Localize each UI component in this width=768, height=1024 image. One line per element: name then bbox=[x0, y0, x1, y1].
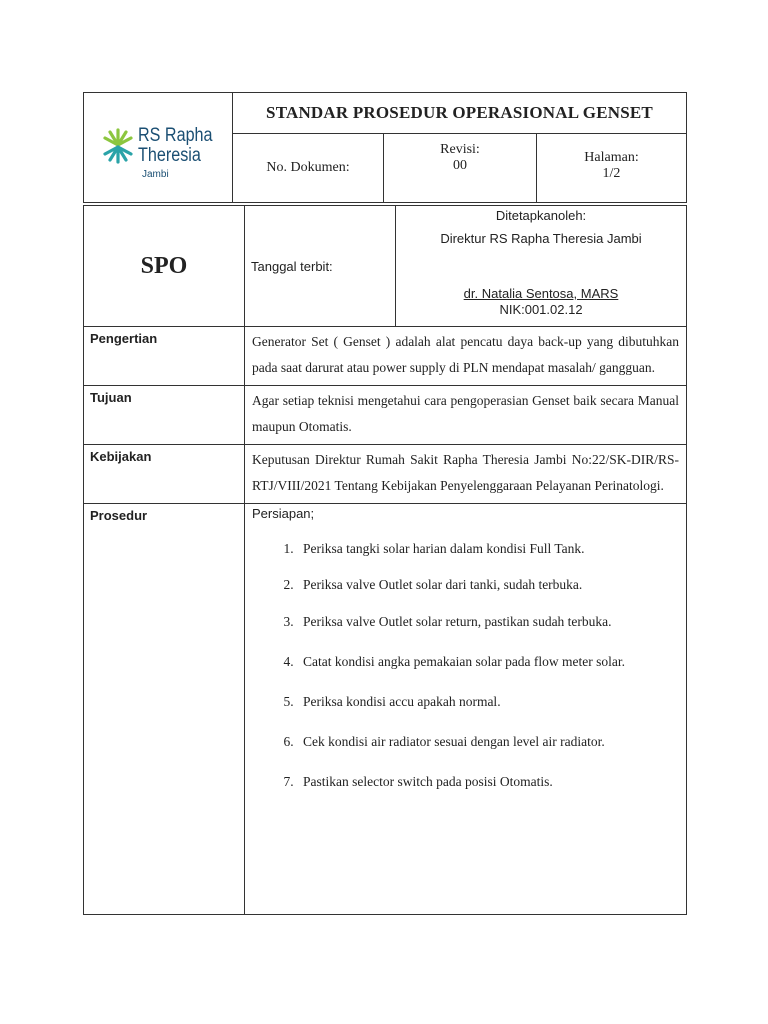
hospital-logo bbox=[98, 112, 213, 184]
list-item: 5. Periksa kondisi accu apakah normal. bbox=[297, 694, 679, 710]
spo-label: SPO bbox=[84, 206, 245, 327]
revisi-cell bbox=[384, 134, 537, 203]
spo-content-table bbox=[83, 205, 687, 915]
kebijakan-label: Kebijakan bbox=[84, 445, 245, 504]
kebijakan-row bbox=[84, 445, 687, 504]
logo-city: Jambi bbox=[142, 168, 169, 180]
list-item: 1. Periksa tangki solar harian dalam kondisi Full Tank. bbox=[297, 541, 679, 557]
list-item: 7. Pastikan selector switch pada posisi Otomatis. bbox=[297, 774, 679, 790]
signatory-nik: NIK:001.02.12 bbox=[499, 302, 583, 317]
document-title: STANDAR PROSEDUR OPERASIONAL GENSET bbox=[233, 93, 687, 134]
revisi-value: 00 bbox=[453, 158, 467, 173]
prosedur-steps bbox=[252, 541, 679, 790]
tujuan-label: Tujuan bbox=[84, 386, 245, 445]
logo-name-line2: Theresia bbox=[138, 144, 201, 166]
prosedur-label: Prosedur bbox=[84, 504, 245, 915]
prosedur-intro: Persiapan; bbox=[252, 506, 315, 521]
no-dokumen-label: No. Dokumen: bbox=[266, 160, 350, 175]
starburst-logo-icon bbox=[102, 128, 134, 164]
halaman-cell bbox=[537, 134, 687, 203]
ditetapkan-cell bbox=[396, 206, 687, 327]
revisi-label: Revisi: bbox=[440, 142, 480, 157]
list-item: 3. Periksa valve Outlet solar return, pastikan sudah terbuka. bbox=[297, 614, 679, 630]
logo-name-line1: RS Rapha bbox=[138, 124, 213, 146]
tujuan-row bbox=[84, 386, 687, 445]
tanggal-terbit-cell bbox=[245, 206, 396, 327]
document-header-table bbox=[83, 92, 687, 203]
prosedur-content bbox=[245, 504, 687, 915]
tanggal-terbit-label: Tanggal terbit: bbox=[251, 258, 333, 274]
logo-cell bbox=[84, 93, 233, 203]
pengertian-row bbox=[84, 327, 687, 386]
list-item: 6. Cek kondisi air radiator sesuai dengan level air radiator. bbox=[297, 734, 679, 750]
logo-hospital-name bbox=[138, 126, 213, 166]
no-dokumen-cell bbox=[233, 134, 384, 203]
pengertian-text: Generator Set ( Genset ) adalah alat pencatu daya back-up yang dibutuhkan pada saat darurat atau power supply di PLN mendapat masalah/ gangguan. bbox=[245, 327, 687, 386]
pengertian-label: Pengertian bbox=[84, 327, 245, 386]
list-item: 4. Catat kondisi angka pemakaian solar pada flow meter solar. bbox=[297, 654, 679, 670]
halaman-value: 1/2 bbox=[602, 166, 621, 181]
signatory-name: dr. Natalia Sentosa, MARS bbox=[463, 286, 619, 301]
ditetapkan-by: Direktur RS Rapha Theresia Jambi bbox=[440, 231, 642, 246]
kebijakan-text: Keputusan Direktur Rumah Sakit Rapha Theresia Jambi No:22/SK-DIR/RS-RTJ/VIII/2021 Tentang Kebijakan Penyelenggaraan Pelayanan Perinatologi. bbox=[245, 445, 687, 504]
list-item: 2. Periksa valve Outlet solar dari tanki, sudah terbuka. bbox=[297, 577, 679, 593]
halaman-label: Halaman: bbox=[584, 150, 639, 165]
tujuan-text: Agar setiap teknisi mengetahui cara pengoperasian Genset baik secara Manual maupun Otomatis. bbox=[245, 386, 687, 445]
prosedur-row bbox=[84, 504, 687, 915]
ditetapkan-label: Ditetapkanoleh: bbox=[495, 208, 587, 223]
